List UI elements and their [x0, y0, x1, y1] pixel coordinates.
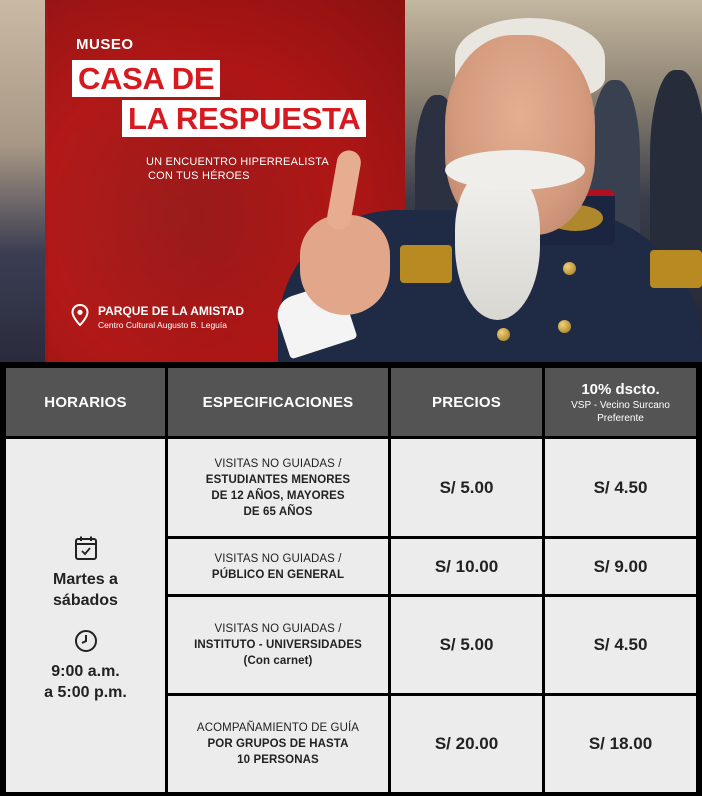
crowd-figure [650, 70, 702, 260]
title-line-1: CASA DE [72, 60, 220, 97]
spec-cell: VISITAS NO GUIADAS / INSTITUTO - UNIVERSIDADES (Con carnet) [168, 597, 388, 693]
beard [455, 170, 540, 320]
background-left-scene [0, 0, 48, 362]
header-especificaciones: ESPECIFICACIONES [168, 368, 388, 436]
hours-cell [6, 439, 165, 792]
discount-sub-2: Preferente [597, 412, 644, 424]
price-table [6, 368, 696, 792]
uniform-button [563, 262, 576, 275]
location-name: PARQUE DE LA AMISTAD [98, 304, 244, 318]
spec-cell: VISITAS NO GUIADAS / PÚBLICO EN GENERAL [168, 539, 388, 594]
uniform-button [558, 320, 571, 333]
spec-cell: ACOMPAÑAMIENTO DE GUÍA POR GRUPOS DE HASTA 10 PERSONAS [168, 696, 388, 792]
discount-title: 10% dscto. [581, 380, 660, 398]
discount-price-cell: S/ 9.00 [545, 539, 696, 594]
calendar-icon [74, 535, 98, 561]
price-cell: S/ 20.00 [391, 696, 542, 792]
header-horarios: HORARIOS [6, 368, 165, 436]
museum-label: MUSEO [76, 36, 134, 53]
price-cell: S/ 10.00 [391, 539, 542, 594]
spec-cell: VISITAS NO GUIADAS / ESTUDIANTES MENORES DE 12 AÑOS, MAYORES DE 65 AÑOS [168, 439, 388, 536]
location-pin-icon [71, 304, 89, 326]
discount-price-cell: S/ 18.00 [545, 696, 696, 792]
discount-price-cell: S/ 4.50 [545, 439, 696, 536]
clock-icon [74, 629, 98, 653]
uniform-button [497, 328, 510, 341]
title-line-2: LA RESPUESTA [122, 100, 366, 137]
hero-banner [0, 0, 702, 362]
header-precios: PRECIOS [391, 368, 542, 436]
days-text: Martes a sábados [53, 570, 118, 609]
epaulette [650, 250, 702, 288]
subtitle [146, 155, 329, 183]
mustache [445, 150, 585, 190]
price-cell: S/ 5.00 [391, 597, 542, 693]
hand [300, 215, 390, 315]
epaulette [400, 245, 452, 283]
subtitle-line-2: CON TUS HÉROES [148, 170, 250, 182]
discount-price-cell: S/ 4.50 [545, 597, 696, 693]
discount-sub-1: VSP - Vecino Surcano [571, 399, 670, 411]
subtitle-line-1: UN ENCUENTRO HIPERREALISTA [146, 156, 329, 168]
header-discount [545, 368, 696, 436]
time-text: 9:00 a.m. a 5:00 p.m. [44, 662, 127, 701]
location-subtitle: Centro Cultural Augusto B. Leguía [98, 320, 227, 330]
price-cell: S/ 5.00 [391, 439, 542, 536]
